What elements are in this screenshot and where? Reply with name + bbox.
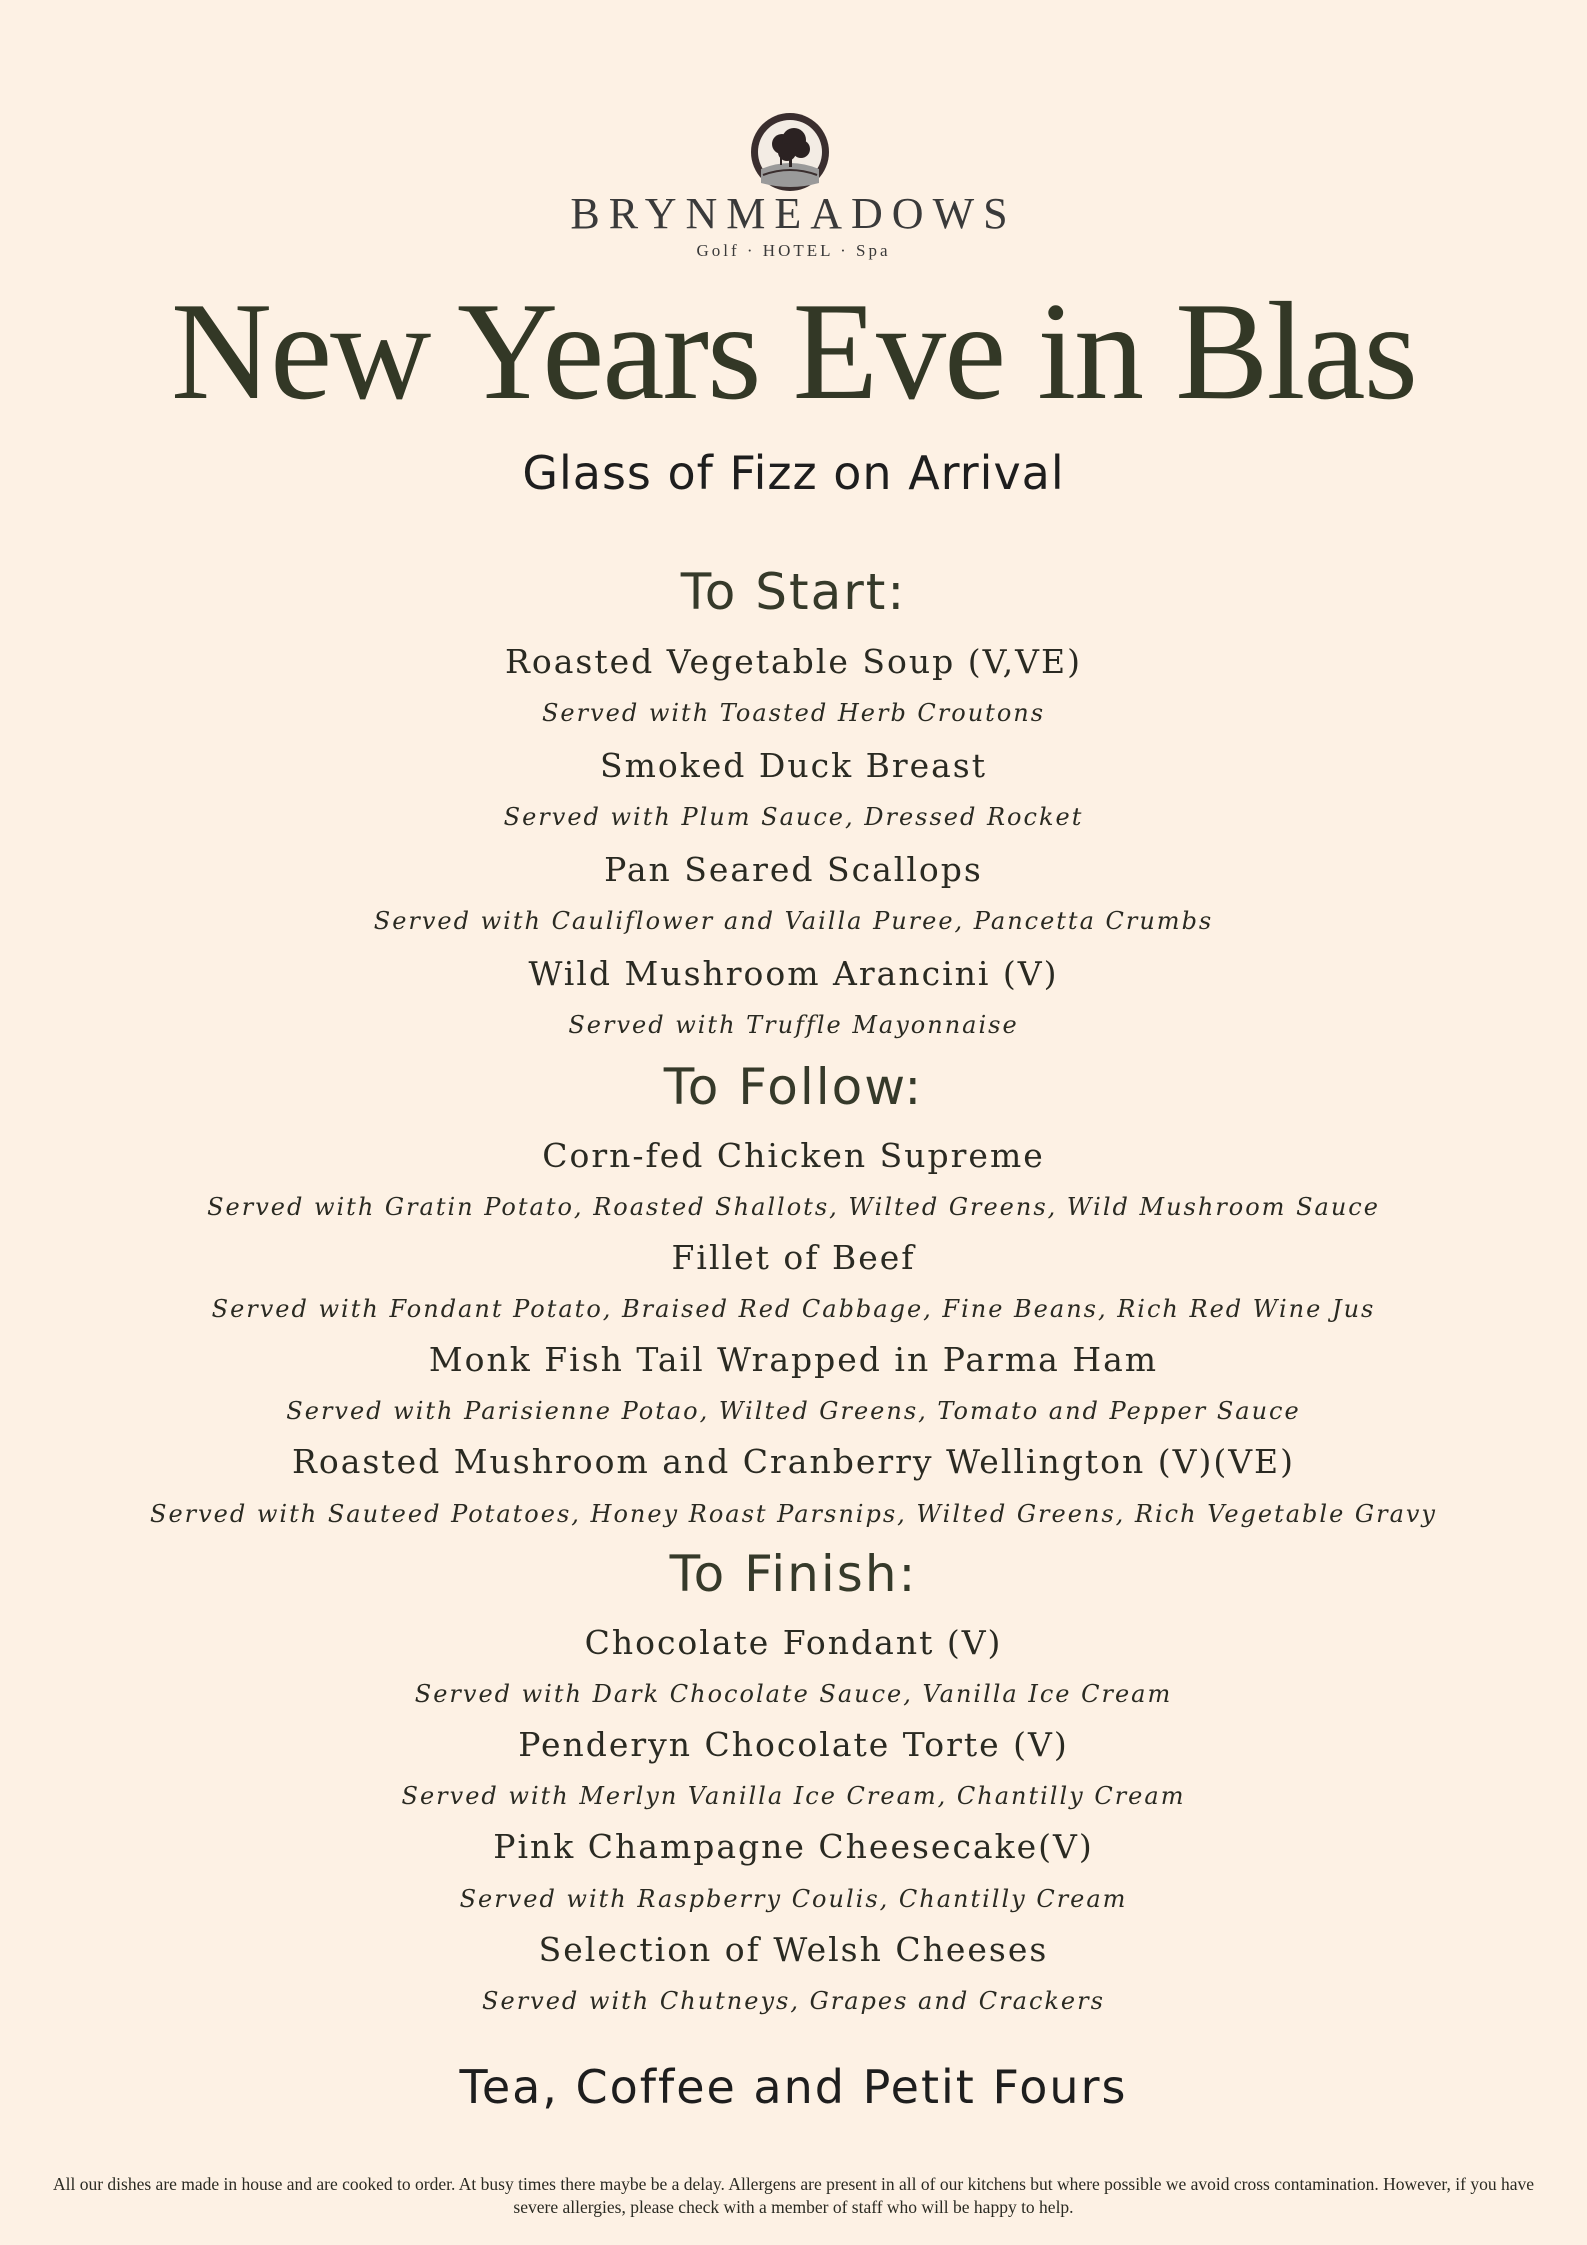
dish-name: Roasted Mushroom and Cranberry Wellington (V)(VE) xyxy=(291,1442,1295,1481)
dish-name: Fillet of Beef xyxy=(671,1238,916,1277)
section-heading-start: To Start: xyxy=(680,563,907,621)
dish-description: Served with Gratin Potato, Roasted Shallots, Wilted Greens, Wild Mushroom Sauce xyxy=(207,1193,1380,1221)
dish-name: Chocolate Fondant (V) xyxy=(584,1623,1003,1662)
brand-tagline: Golf · HOTEL · Spa xyxy=(696,241,891,260)
dish-description: Served with Dark Chocolate Sauce, Vanilla Ice Cream xyxy=(414,1680,1173,1708)
dish-name: Wild Mushroom Arancini (V) xyxy=(528,954,1059,993)
dish-description: Served with Truffle Mayonnaise xyxy=(568,1011,1019,1039)
dish-description: Served with Cauliflower and Vailla Puree, Pancetta Crumbs xyxy=(373,907,1214,935)
dish-name: Selection of Welsh Cheeses xyxy=(538,1930,1049,1969)
dish-description: Served with Parisienne Potao, Wilted Greens, Tomato and Pepper Sauce xyxy=(286,1397,1301,1425)
section-heading-follow: To Follow: xyxy=(663,1058,924,1116)
dish-name: Penderyn Chocolate Torte (V) xyxy=(518,1725,1069,1764)
arrival-drink: Glass of Fizz on Arrival xyxy=(522,446,1065,500)
dish-name: Pan Seared Scallops xyxy=(604,850,983,889)
dish-description: Served with Toasted Herb Croutons xyxy=(541,699,1046,727)
dish-name: Roasted Vegetable Soup (V,VE) xyxy=(505,642,1082,681)
tree-logo-icon xyxy=(749,111,831,193)
dish-description: Served with Raspberry Coulis, Chantilly Cream xyxy=(459,1885,1128,1913)
dish-name: Pink Champagne Cheesecake(V) xyxy=(493,1827,1094,1866)
dish-name: Smoked Duck Breast xyxy=(599,746,987,785)
page-title: New Years Eve in Blas xyxy=(170,274,1417,429)
brand-name: BRYNMEADOWS xyxy=(570,189,1017,238)
dish-description: Served with Plum Sauce, Dressed Rocket xyxy=(503,803,1084,831)
section-heading-finish: To Finish: xyxy=(669,1545,918,1603)
dish-description: Served with Merlyn Vanilla Ice Cream, Chantilly Cream xyxy=(401,1782,1186,1810)
closing-line: Tea, Coffee and Petit Fours xyxy=(459,2060,1128,2114)
dish-name: Monk Fish Tail Wrapped in Parma Ham xyxy=(428,1340,1159,1379)
dish-name: Corn-fed Chicken Supreme xyxy=(542,1136,1045,1175)
allergen-footer: All our dishes are made in house and are cooked to order. At busy times there maybe be a delay. Allergens are present in all of our kitchens but where possible we avoid cross contamination. However, if you have severe allergies, please check with a member of staff who will be happy to help. xyxy=(52,2174,1535,2217)
dish-description: Served with Sauteed Potatoes, Honey Roast Parsnips, Wilted Greens, Rich Vegetable Gravy xyxy=(150,1500,1437,1528)
dish-description: Served with Fondant Potato, Braised Red Cabbage, Fine Beans, Rich Red Wine Jus xyxy=(211,1295,1376,1323)
dish-description: Served with Chutneys, Grapes and Crackers xyxy=(482,1987,1105,2015)
